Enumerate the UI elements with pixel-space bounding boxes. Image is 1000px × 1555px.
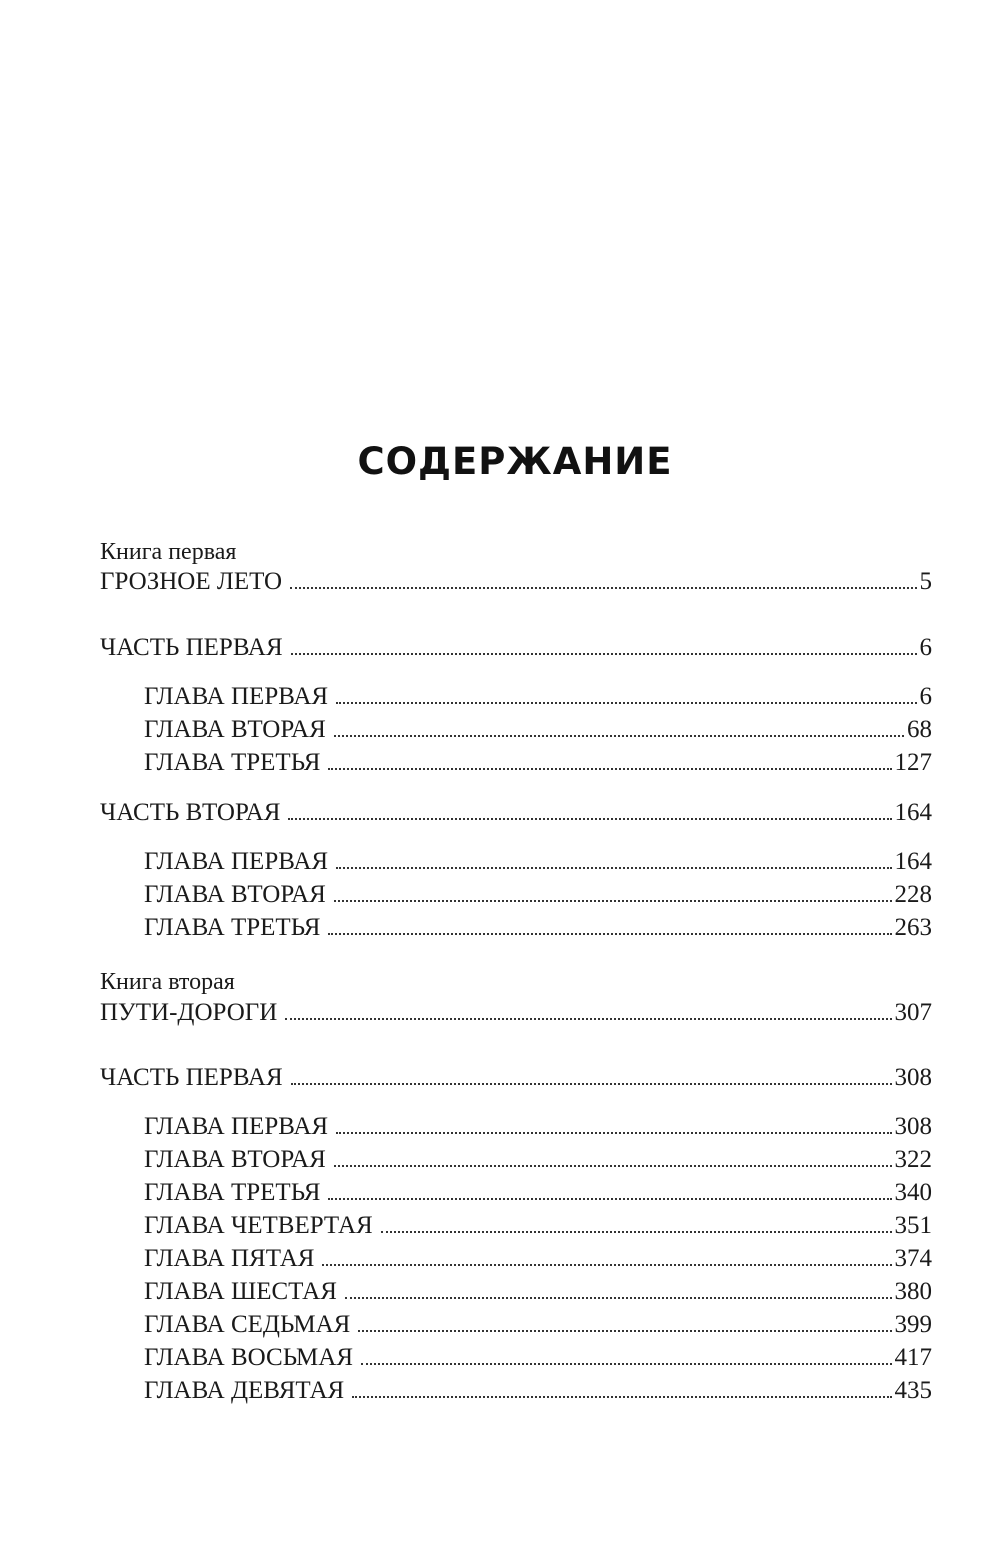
entry-page-number: 5 <box>919 568 932 595</box>
leader-dots <box>334 1165 892 1167</box>
entry-title: ГЛАВА ВОСЬМАЯ <box>144 1344 354 1371</box>
entry-page-number: 374 <box>894 1245 932 1272</box>
leader-dots <box>381 1231 892 1233</box>
toc-entry-book-title[interactable] <box>100 997 932 1029</box>
leader-dots <box>291 653 917 655</box>
entry-page-number: 308 <box>894 1064 932 1091</box>
entry-title: ГЛАВА ШЕСТАЯ <box>144 1278 337 1305</box>
entry-title: ГЛАВА ПЯТАЯ <box>144 1245 315 1272</box>
entry-title: ГЛАВА ДЕВЯТАЯ <box>144 1377 345 1404</box>
entry-title: ГЛАВА ВТОРАЯ <box>144 881 326 908</box>
entry-title: ГЛАВА ТРЕТЬЯ <box>144 1179 321 1206</box>
entry-title: ГЛАВА ПЕРВАЯ <box>144 683 329 710</box>
entry-title: ГРОЗНОЕ ЛЕТО <box>100 568 283 595</box>
leader-dots <box>334 735 904 737</box>
toc-entry-chapter[interactable] <box>144 1276 932 1308</box>
leader-dots <box>291 1083 892 1085</box>
leader-dots <box>322 1264 891 1266</box>
entry-title: ПУТИ-ДОРОГИ <box>100 999 278 1026</box>
toc-entry-chapter[interactable] <box>144 1210 932 1242</box>
toc-entry-chapter[interactable] <box>144 1177 932 1209</box>
leader-dots <box>352 1396 891 1398</box>
toc-entry-part[interactable] <box>100 797 932 829</box>
entry-page-number: 417 <box>894 1344 932 1371</box>
leader-dots <box>361 1363 891 1365</box>
leader-dots <box>336 867 891 869</box>
toc-entry-chapter[interactable] <box>144 714 932 746</box>
leader-dots <box>285 1018 891 1020</box>
leader-dots <box>328 1198 891 1200</box>
entry-title: ГЛАВА ПЕРВАЯ <box>144 1113 329 1140</box>
entry-page-number: 228 <box>894 881 932 908</box>
entry-title: ГЛАВА ВТОРАЯ <box>144 716 326 743</box>
entry-page-number: 322 <box>894 1146 932 1173</box>
entry-page-number: 164 <box>894 799 932 826</box>
toc-entry-chapter[interactable] <box>144 846 932 878</box>
entry-title: ЧАСТЬ ВТОРАЯ <box>100 799 281 826</box>
toc-entry-chapter[interactable] <box>144 1144 932 1176</box>
entry-page-number: 127 <box>894 749 932 776</box>
entry-page-number: 351 <box>894 1212 932 1239</box>
toc-entry-part[interactable] <box>100 632 932 664</box>
leader-dots <box>336 702 916 704</box>
entry-title: ГЛАВА ПЕРВАЯ <box>144 848 329 875</box>
entry-page-number: 340 <box>894 1179 932 1206</box>
entry-page-number: 380 <box>894 1278 932 1305</box>
toc-entry-chapter[interactable] <box>144 879 932 911</box>
leader-dots <box>358 1330 891 1332</box>
book-label: Книга первая <box>100 539 237 565</box>
entry-page-number: 435 <box>894 1377 932 1404</box>
toc-entry-chapter[interactable] <box>144 1243 932 1275</box>
entry-title: ГЛАВА ТРЕТЬЯ <box>144 914 321 941</box>
book-label: Книга вторая <box>100 969 235 995</box>
entry-page-number: 68 <box>907 716 932 743</box>
entry-page-number: 263 <box>894 914 932 941</box>
toc-entry-chapter[interactable] <box>144 912 932 944</box>
leader-dots <box>345 1297 892 1299</box>
entry-title: ЧАСТЬ ПЕРВАЯ <box>100 634 283 661</box>
toc-entry-book-title[interactable] <box>100 566 932 598</box>
page-title: СОДЕРЖАНИЕ <box>357 440 673 483</box>
entry-title: ГЛАВА ВТОРАЯ <box>144 1146 326 1173</box>
leader-dots <box>290 587 916 589</box>
toc-entry-chapter[interactable] <box>144 1342 932 1374</box>
toc-entry-part[interactable] <box>100 1062 932 1094</box>
leader-dots <box>288 818 891 820</box>
entry-page-number: 6 <box>919 634 932 661</box>
entry-title: ЧАСТЬ ПЕРВАЯ <box>100 1064 283 1091</box>
entry-page-number: 399 <box>894 1311 932 1338</box>
entry-title: ГЛАВА ЧЕТВЕРТАЯ <box>144 1212 373 1239</box>
toc-entry-chapter[interactable] <box>144 1375 932 1407</box>
leader-dots <box>334 900 892 902</box>
entry-page-number: 164 <box>894 848 932 875</box>
leader-dots <box>328 933 891 935</box>
entry-title: ГЛАВА ТРЕТЬЯ <box>144 749 321 776</box>
entry-title: ГЛАВА СЕДЬМАЯ <box>144 1311 351 1338</box>
leader-dots <box>328 768 891 770</box>
toc-entry-chapter[interactable] <box>144 681 932 713</box>
toc-entry-chapter[interactable] <box>144 1309 932 1341</box>
entry-page-number: 308 <box>894 1113 932 1140</box>
toc-entry-chapter[interactable] <box>144 747 932 779</box>
entry-page-number: 6 <box>919 683 932 710</box>
entry-page-number: 307 <box>894 999 932 1026</box>
toc-entry-chapter[interactable] <box>144 1111 932 1143</box>
leader-dots <box>336 1132 891 1134</box>
